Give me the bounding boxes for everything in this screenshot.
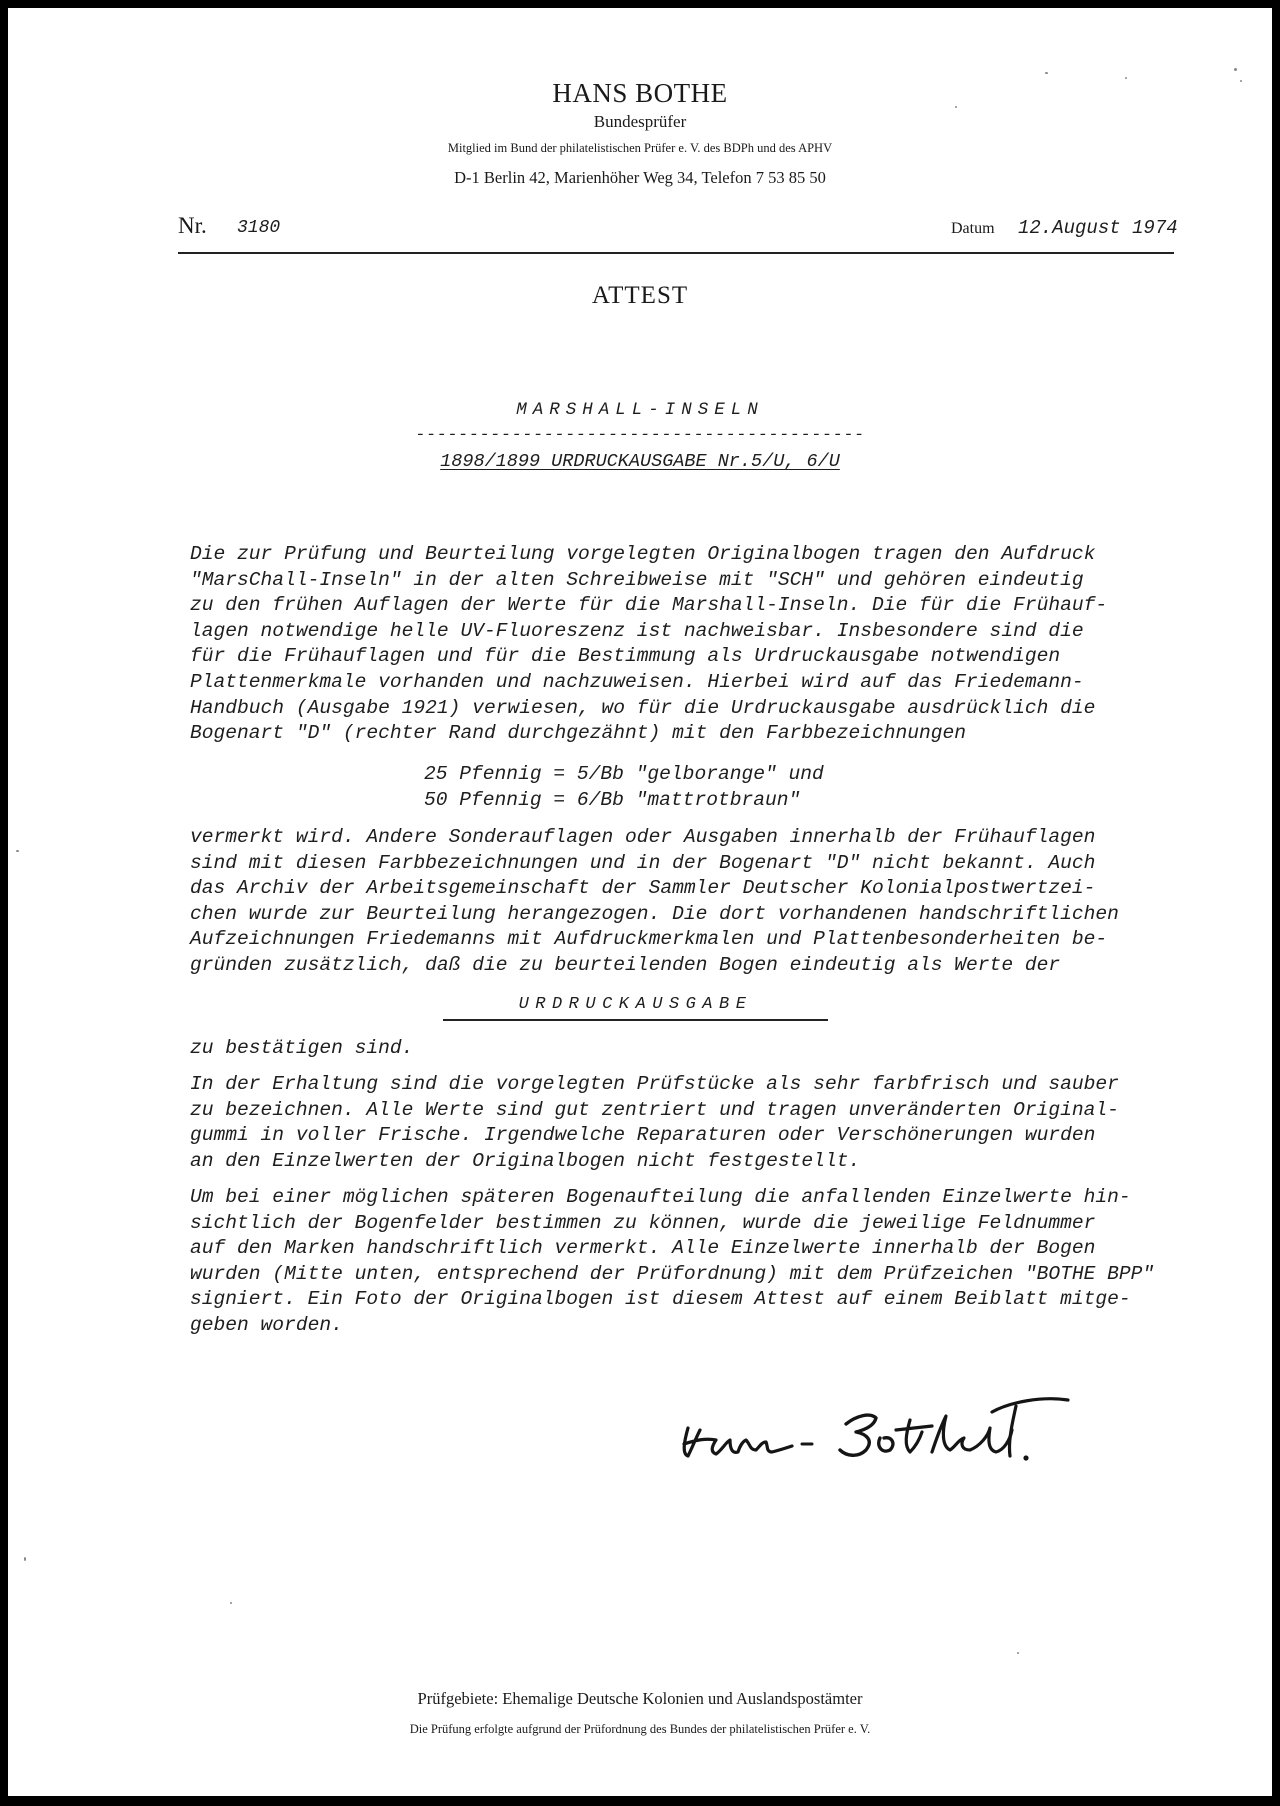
price-line: 50 Pfennig = 6/Bb "mattrotbraun" — [424, 788, 801, 811]
issue-subtitle-text: 1898/1899 URDRUCKAUSGABE Nr.5/U, 6/U — [440, 451, 840, 472]
handwritten-signature — [670, 1380, 1110, 1470]
body-paragraph-2 — [190, 825, 1230, 979]
text-line: Plattenmerkmale vorhanden und nachzuweisen. Hierbei wird auf das Friedemann- — [190, 670, 1084, 693]
scan-speck — [230, 1602, 232, 1604]
price-list — [424, 762, 824, 813]
letterhead-role: Bundesprüfer — [593, 112, 687, 131]
scan-speck — [1125, 77, 1127, 79]
text-line: lagen notwendige helle UV-Fluoreszenz ist nachweisbar. Insbesondere sind die — [190, 619, 1084, 642]
body-paragraph-5 — [190, 1185, 1230, 1339]
text-line: zu bestätigen sind. — [190, 1037, 414, 1059]
document-title: ATTEST — [591, 282, 689, 309]
text-line: chen wurde zur Beurteilung herangezogen. Die dort vorhandenen handschriftlichen — [190, 902, 1119, 925]
text-line: Bogenart "D" (rechter Rand durchgezähnt) mit den Farbbezeichnungen — [190, 722, 967, 745]
footer-scope: Prüfgebiete: Ehemalige Deutsche Kolonien und Auslandspostämter — [417, 1689, 863, 1708]
text-line: das Archiv der Arbeitsgemeinschaft der Sammler Deutscher Kolonialpostwertzei- — [190, 877, 1096, 900]
text-line: signiert. Ein Foto der Originalbogen ist diesem Attest auf einem Beiblatt mitge- — [190, 1288, 1131, 1311]
text-line: Um bei einer möglichen späteren Bogenaufteilung die anfallenden Einzelwerte hin- — [190, 1186, 1131, 1208]
issue-subtitle — [0, 451, 1280, 472]
text-line: gründen zusätzlich, daß die zu beurteilenden Bogen eindeutig als Werte der — [190, 953, 1061, 976]
text-line: geben worden. — [190, 1313, 343, 1336]
price-line: 25 Pfennig = 5/Bb "gelborange" und — [424, 763, 824, 785]
text-line: gummi in voller Frische. Irgendwelche Reparaturen oder Verschönerungen wurden — [190, 1124, 1096, 1147]
text-line: "MarsChall-Inseln" in der alten Schreibweise mit "SCH" und gehören eindeutig — [190, 568, 1084, 591]
text-line: zu bezeichnen. Alle Werte sind gut zentriert und tragen unveränderten Original- — [190, 1098, 1119, 1121]
certificate-number-label: Nr. — [178, 213, 207, 238]
text-line: für die Frühauflagen und für die Bestimmung als Urdruckausgabe notwendigen — [190, 645, 1061, 668]
text-line: sind mit diesen Farbbezeichnungen und in der Bogenart "D" nicht bekannt. Auch — [190, 851, 1096, 874]
text-line: Handbuch (Ausgabe 1921) verwiesen, wo für die Urdruckausgabe ausdrücklich die — [190, 696, 1096, 719]
scan-speck — [1234, 68, 1237, 71]
text-line: Aufzeichnungen Friedemanns mit Aufdruckmerkmalen und Plattenbesonderheiten be- — [190, 928, 1108, 951]
text-line: In der Erhaltung sind die vorgelegten Prüfstücke als sehr farbfrisch und sauber — [190, 1073, 1119, 1095]
scan-speck — [16, 850, 19, 852]
scan-speck — [1017, 1652, 1019, 1654]
date-value: 12.August 1974 — [1018, 217, 1178, 239]
heading-separator: ------------------------------------------ — [415, 426, 865, 445]
body-paragraph-4 — [190, 1072, 1230, 1174]
body-paragraph-1 — [190, 542, 1230, 747]
scan-speck — [955, 106, 957, 108]
header-rule — [178, 252, 1174, 254]
date-label: Datum — [951, 220, 995, 237]
text-line: zu den frühen Auflagen der Werte für die Marshall-Inseln. Die für die Frühauf- — [190, 594, 1108, 617]
signature-strokes — [684, 1399, 1068, 1461]
text-line: auf den Marken handschriftlich vermerkt. Alle Einzelwerte innerhalb der Bogen — [190, 1237, 1096, 1260]
text-line: wurden (Mitte unten, entsprechend der Prüfordnung) mit dem Prüfzeichen "BOTHE BPP" — [190, 1262, 1155, 1285]
territory-heading: MARSHALL-INSELN — [516, 400, 764, 420]
certificate-number: 3180 — [237, 218, 281, 238]
footer-regulation: Die Prüfung erfolgte aufgrund der Prüfordnung des Bundes der philatelistischen Prüfer e. V. — [409, 1722, 871, 1736]
scan-speck — [1240, 80, 1242, 82]
text-line: vermerkt wird. Andere Sonderauflagen oder Ausgaben innerhalb der Frühauflagen — [190, 826, 1096, 848]
body-paragraph-3 — [190, 1036, 1230, 1062]
scan-speck — [1045, 72, 1048, 74]
letterhead-membership: Mitglied im Bund der philatelistischen Prüfer e. V. des BDPh und des APHV — [447, 141, 833, 155]
text-line: Die zur Prüfung und Beurteilung vorgelegten Originalbogen tragen den Aufdruck — [190, 543, 1096, 565]
emphasis-heading: URDRUCKAUSGABE — [443, 995, 828, 1021]
text-line: an den Einzelwerten der Originalbogen nicht festgestellt. — [190, 1149, 861, 1172]
letterhead-name: HANS BOTHE — [552, 78, 728, 108]
letterhead-address: D-1 Berlin 42, Marienhöher Weg 34, Telefon 7 53 85 50 — [454, 168, 826, 187]
text-line: sichtlich der Bogenfelder bestimmen zu können, wurde die jeweilige Feldnummer — [190, 1211, 1096, 1234]
scan-speck — [24, 1557, 26, 1561]
